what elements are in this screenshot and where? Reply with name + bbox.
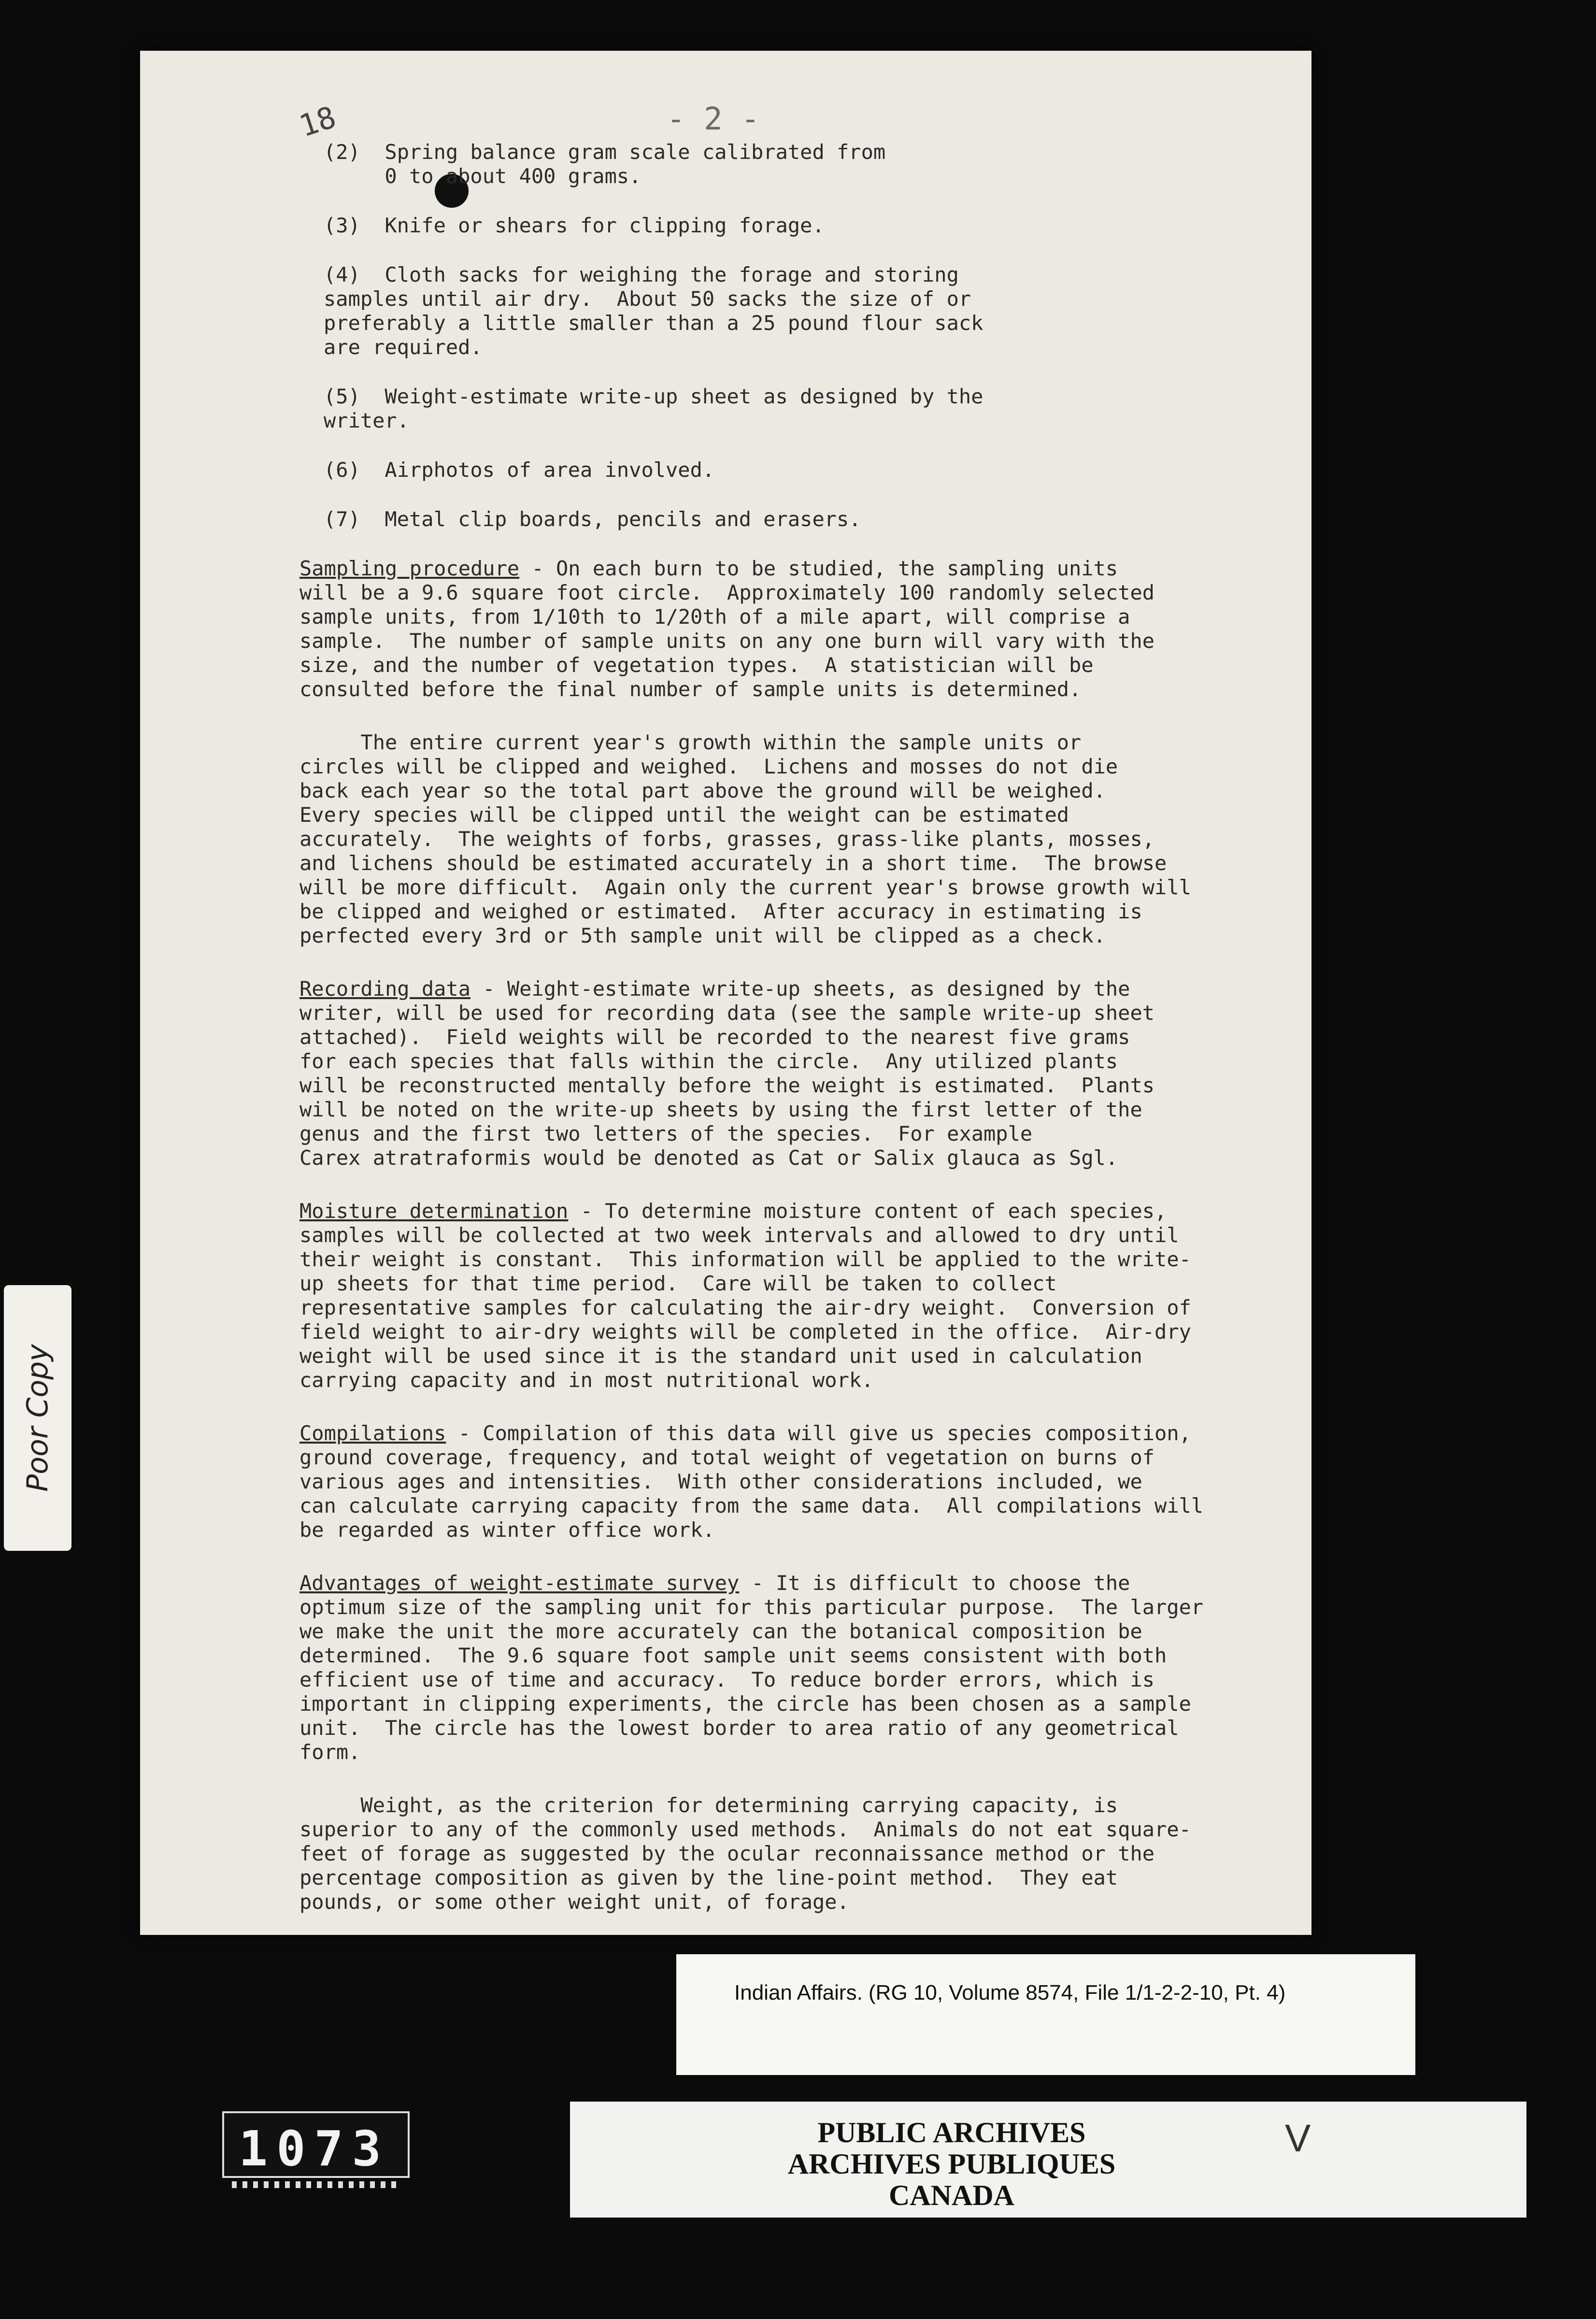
page-number-mark: - 2 - — [667, 101, 760, 137]
text-span: - It is difficult to choose the — [739, 1571, 1130, 1595]
text-line: (5) Weight-estimate write-up sheet as designed by the — [324, 385, 983, 408]
text-line: carrying capacity and in most nutritional work. — [299, 1368, 874, 1392]
text-line: attached). Field weights will be recorded to the nearest five grams — [299, 1025, 1130, 1049]
text-line: preferably a little smaller than a 25 pound flour sack — [324, 311, 983, 335]
section-heading: Compilations — [299, 1421, 446, 1445]
section-heading: Sampling procedure — [299, 557, 520, 580]
text-line: size, and the number of vegetation types. A statistician will be — [299, 653, 1094, 677]
text-line: will be more difficult. Again only the current year's browse growth will — [299, 875, 1191, 899]
text-line: consulted before the final number of sample units is determined. — [299, 677, 1082, 701]
text-line: we make the unit the more accurately can the botanical composition be — [299, 1619, 1142, 1643]
text-line: circles will be clipped and weighed. Lichens and mosses do not die — [299, 755, 1118, 778]
text-line: 0 to about 400 grams. — [324, 164, 641, 188]
body-paragraph — [299, 557, 1179, 701]
text-line — [299, 977, 1179, 1001]
body-paragraph — [299, 1421, 1204, 1542]
text-line: feet of forage as suggested by the ocular reconnaissance method or the — [299, 1842, 1155, 1865]
text-line: and lichens should be estimated accurately in a short time. The browse — [299, 851, 1167, 875]
text-line: various ages and intensities. With other considerations included, we — [299, 1470, 1142, 1493]
text-span: - On each burn to be studied, the sampling units — [519, 557, 1118, 580]
reference-text: Indian Affairs. (RG 10, Volume 8574, File 1/1-2-2-10, Pt. 4) — [734, 1981, 1286, 2004]
text-line: will be reconstructed mentally before the weight is estimated. Plants — [299, 1074, 1155, 1097]
text-line: are required. — [324, 335, 483, 359]
text-line: up sheets for that time period. Care will be taken to collect — [299, 1272, 1057, 1295]
archives-label — [570, 2102, 1526, 2218]
text-line: their weight is constant. This information will be applied to the write- — [299, 1247, 1191, 1271]
text-line: sample units, from 1/10th to 1/20th of a mile apart, will comprise a — [299, 605, 1130, 629]
text-line: writer. — [324, 409, 410, 432]
text-span: - Compilation of this data will give us species composition, — [446, 1421, 1191, 1445]
body-paragraph — [299, 977, 1179, 1170]
body-paragraph — [299, 730, 1191, 948]
text-line: for each species that falls within the circle. Any utilized plants — [299, 1049, 1118, 1073]
equipment-list-item — [324, 140, 1179, 188]
equipment-list-item — [324, 263, 1179, 359]
text-line: perfected every 3rd or 5th sample unit will be clipped as a check. — [299, 924, 1106, 947]
archives-line-1: PUBLIC ARCHIVES — [817, 2117, 1086, 2148]
text-line: weight will be used since it is the standard unit used in calculation — [299, 1344, 1142, 1368]
text-line: can calculate carrying capacity from the same data. All compilations will — [299, 1494, 1204, 1517]
poor-copy-stamp — [4, 1285, 71, 1551]
text-line: determined. The 9.6 square foot sample unit seems consistent with both — [299, 1644, 1167, 1667]
text-line: (7) Metal clip boards, pencils and erasers. — [324, 507, 861, 531]
text-line: optimum size of the sampling unit for this particular purpose. The larger — [299, 1595, 1204, 1619]
text-line: back each year so the total part above the ground will be weighed. — [299, 779, 1106, 802]
text-line: field weight to air-dry weights will be completed in the office. Air-dry — [299, 1320, 1191, 1344]
text-line — [299, 1199, 1179, 1223]
text-line: superior to any of the commonly used methods. Animals do not eat square- — [299, 1818, 1191, 1841]
section-heading: Moisture determination — [299, 1199, 569, 1223]
text-line: representative samples for calculating the air-dry weight. Conversion of — [299, 1296, 1191, 1319]
text-line — [299, 1421, 1191, 1446]
equipment-list-item — [324, 214, 1179, 238]
section-heading: Recording data — [299, 977, 471, 1001]
text-line: will be a 9.6 square foot circle. Approximately 100 randomly selected — [299, 581, 1155, 604]
text-span: - To determine moisture content of each species, — [568, 1199, 1167, 1223]
text-line: samples until air dry. About 50 sacks the size of or — [324, 287, 971, 311]
equipment-list-item — [324, 458, 1179, 482]
handwritten-scribble: 18 — [295, 99, 341, 144]
text-line — [299, 1571, 1179, 1595]
text-line: The entire current year's growth within the sample units or — [299, 730, 1082, 754]
text-line: (4) Cloth sacks for weighing the forage and storing — [324, 263, 959, 286]
body-paragraph — [299, 1199, 1191, 1392]
text-line: will be noted on the write-up sheets by using the first letter of the — [299, 1098, 1142, 1121]
text-line: (3) Knife or shears for clipping forage. — [324, 214, 825, 237]
text-line: be regarded as winter office work. — [299, 1518, 715, 1542]
reference-label — [676, 1954, 1415, 2075]
text-line: Weight, as the criterion for determining carrying capacity, is — [299, 1793, 1118, 1817]
equipment-list-item — [324, 385, 1179, 433]
text-line: efficient use of time and accuracy. To reduce border errors, which is — [299, 1668, 1155, 1691]
body-paragraph — [299, 1793, 1191, 1914]
text-line: important in clipping experiments, the circle has been chosen as a sample — [299, 1692, 1191, 1716]
text-line: percentage composition as given by the line-point method. They eat — [299, 1866, 1118, 1890]
text-line: accurately. The weights of forbs, grasses, grass-like plants, mosses, — [299, 827, 1155, 851]
document-body — [159, 140, 1204, 1943]
film-frame-number — [222, 2111, 410, 2178]
text-line: samples will be collected at two week intervals and allowed to dry until — [299, 1223, 1179, 1247]
poor-copy-text: Poor Copy — [21, 1344, 55, 1492]
text-line: writer, will be used for recording data (see the sample write-up sheet — [299, 1001, 1155, 1025]
text-span: - Weight-estimate write-up sheets, as designed by the — [470, 977, 1130, 1001]
text-line: form. — [299, 1740, 361, 1764]
text-line — [299, 557, 1179, 581]
equipment-list-item — [324, 507, 1179, 531]
check-mark: V — [1285, 2117, 1311, 2160]
text-line: (2) Spring balance gram scale calibrated from — [324, 140, 886, 164]
section-heading: Advantages of weight-estimate survey — [299, 1571, 740, 1595]
text-line: be clipped and weighed or estimated. After accuracy in estimating is — [299, 900, 1142, 923]
body-paragraph — [299, 1571, 1204, 1764]
text-line: Carex atratraformis would be denoted as Cat or Salix glauca as Sgl. — [299, 1146, 1118, 1170]
text-line: ground coverage, frequency, and total weight of vegetation on burns of — [299, 1446, 1155, 1469]
frame-number-text: 1073 — [239, 2120, 390, 2177]
text-line: pounds, or some other weight unit, of forage. — [299, 1890, 849, 1914]
film-sprocket-holes — [232, 2181, 396, 2188]
text-line: (6) Airphotos of area involved. — [324, 458, 715, 482]
text-line: sample. The number of sample units on any one burn will vary with the — [299, 629, 1155, 653]
archives-line-3: CANADA — [889, 2179, 1014, 2211]
text-line: Every species will be clipped until the weight can be estimated — [299, 803, 1069, 827]
text-line: unit. The circle has the lowest border to area ratio of any geometrical — [299, 1716, 1179, 1740]
archives-line-2: ARCHIVES PUBLIQUES — [787, 2148, 1116, 2180]
text-line: genus and the first two letters of the species. For example — [299, 1122, 1033, 1145]
